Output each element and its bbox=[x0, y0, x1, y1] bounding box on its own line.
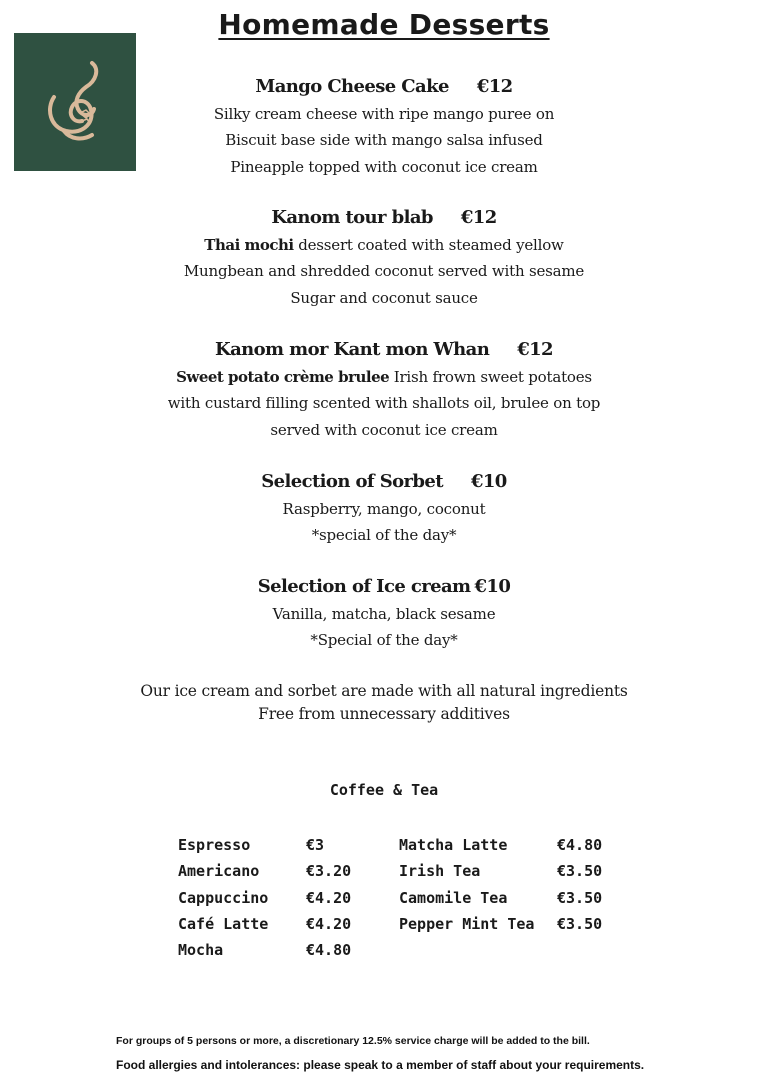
dessert-price: €10 bbox=[470, 471, 507, 492]
drink-price: €3.20 bbox=[306, 862, 352, 881]
dessert-name: Kanom tour blab bbox=[271, 207, 433, 228]
dessert-description-text: Sugar and coconut sauce bbox=[290, 288, 478, 307]
dessert-item bbox=[0, 468, 768, 549]
drink-row bbox=[399, 911, 629, 937]
dessert-description-text: Biscuit base side with mango salsa infused bbox=[225, 131, 543, 150]
drink-row bbox=[178, 937, 378, 963]
dessert-description-text: Pineapple topped with coconut ice cream bbox=[230, 157, 538, 176]
dessert-name: Selection of Sorbet bbox=[261, 471, 443, 492]
dessert-description-text: Silky cream cheese with ripe mango puree on bbox=[213, 105, 555, 123]
coffee-tea-heading: Coffee & Tea bbox=[329, 781, 439, 799]
drink-name: Café Latte bbox=[178, 914, 269, 933]
dessert-description-line bbox=[0, 390, 768, 416]
dessert-name: Kanom mor Kant mon Whan bbox=[215, 339, 490, 360]
drink-price: €3 bbox=[306, 836, 325, 854]
drink-name: Matcha Latte bbox=[399, 836, 508, 854]
dessert-description-line bbox=[0, 285, 768, 311]
dessert-price: €10 bbox=[474, 576, 511, 597]
drink-name: Americano bbox=[178, 862, 260, 881]
note-line: Our ice cream and sorbet are made with all natural ingredients bbox=[140, 682, 628, 700]
menu-title: Homemade Desserts bbox=[218, 8, 550, 41]
dessert-description-line bbox=[0, 127, 768, 153]
drink-row bbox=[178, 911, 378, 937]
allergy-note: Food allergies and intolerances: please speak to a member of staff about your requirements. bbox=[116, 1058, 645, 1072]
dessert-description-text: Raspberry, mango, coconut bbox=[282, 500, 486, 518]
drink-price: €3.50 bbox=[557, 888, 603, 907]
dessert-price: €12 bbox=[517, 339, 553, 360]
drink-row bbox=[399, 858, 629, 884]
drink-price: €3.50 bbox=[557, 862, 603, 881]
drink-price: €4.20 bbox=[306, 914, 352, 933]
drink-price: €4.80 bbox=[306, 941, 352, 960]
dessert-description-line bbox=[0, 154, 768, 180]
dessert-description-text: *Special of the day* bbox=[310, 631, 458, 650]
drink-row bbox=[178, 832, 378, 858]
dessert-description-text: Mungbean and shredded coconut served with sesame bbox=[183, 262, 585, 281]
dessert-description-line bbox=[0, 101, 768, 127]
dessert-name: Selection of Ice cream bbox=[257, 576, 471, 597]
drink-name: Camomile Tea bbox=[399, 888, 508, 907]
dessert-description-text: *special of the day* bbox=[311, 526, 457, 545]
drink-row bbox=[399, 885, 629, 911]
dessert-item bbox=[0, 336, 768, 443]
drink-price: €3.50 bbox=[557, 914, 603, 933]
drink-name: Pepper Mint Tea bbox=[399, 914, 535, 933]
dessert-description-line bbox=[0, 496, 768, 522]
dessert-name-row bbox=[0, 73, 768, 101]
dessert-description-line bbox=[0, 601, 768, 627]
dessert-description-text: dessert coated with steamed yellow bbox=[293, 236, 564, 254]
dessert-name-row bbox=[0, 573, 768, 601]
note-line: Free from unnecessary additives bbox=[258, 705, 510, 723]
dessert-description-line bbox=[0, 258, 768, 284]
drink-name: Mocha bbox=[178, 941, 224, 960]
dessert-highlight: Thai mochi bbox=[204, 236, 294, 254]
drink-name: Espresso bbox=[178, 836, 251, 854]
dessert-item bbox=[0, 73, 768, 180]
dessert-description-text: with custard filling scented with shallots oil, brulee on top bbox=[167, 394, 601, 413]
dessert-name-row bbox=[0, 204, 768, 232]
ingredients-note bbox=[0, 680, 768, 726]
drink-price: €4.20 bbox=[306, 888, 352, 907]
dessert-name: Mango Cheese Cake bbox=[255, 76, 449, 97]
dessert-description-line bbox=[0, 627, 768, 653]
drink-row bbox=[399, 832, 629, 858]
drinks-column-left bbox=[178, 832, 378, 963]
dessert-description-text: Vanilla, matcha, black sesame bbox=[272, 605, 496, 623]
drink-name: Irish Tea bbox=[399, 862, 481, 881]
dessert-description-text: Irish frown sweet potatoes bbox=[389, 368, 592, 386]
drink-name: Cappuccino bbox=[178, 888, 269, 907]
dessert-description-line bbox=[0, 232, 768, 258]
dessert-description-line bbox=[0, 364, 768, 390]
dessert-item bbox=[0, 573, 768, 654]
dessert-description-text: served with coconut ice cream bbox=[270, 420, 498, 439]
dessert-description-line bbox=[0, 522, 768, 548]
drinks-column-right bbox=[399, 832, 629, 937]
dessert-description-line bbox=[0, 417, 768, 443]
dessert-price: €12 bbox=[476, 76, 513, 97]
dessert-highlight: Sweet potato crème brulee bbox=[176, 368, 390, 386]
drink-row bbox=[178, 858, 378, 884]
drink-row bbox=[178, 885, 378, 911]
drink-price: €4.80 bbox=[557, 836, 603, 854]
service-charge-note: For groups of 5 persons or more, a discretionary 12.5% service charge will be added to the bill. bbox=[116, 1035, 590, 1047]
dessert-item bbox=[0, 204, 768, 311]
dessert-name-row bbox=[0, 336, 768, 364]
dessert-price: €12 bbox=[460, 207, 497, 228]
dessert-name-row bbox=[0, 468, 768, 496]
